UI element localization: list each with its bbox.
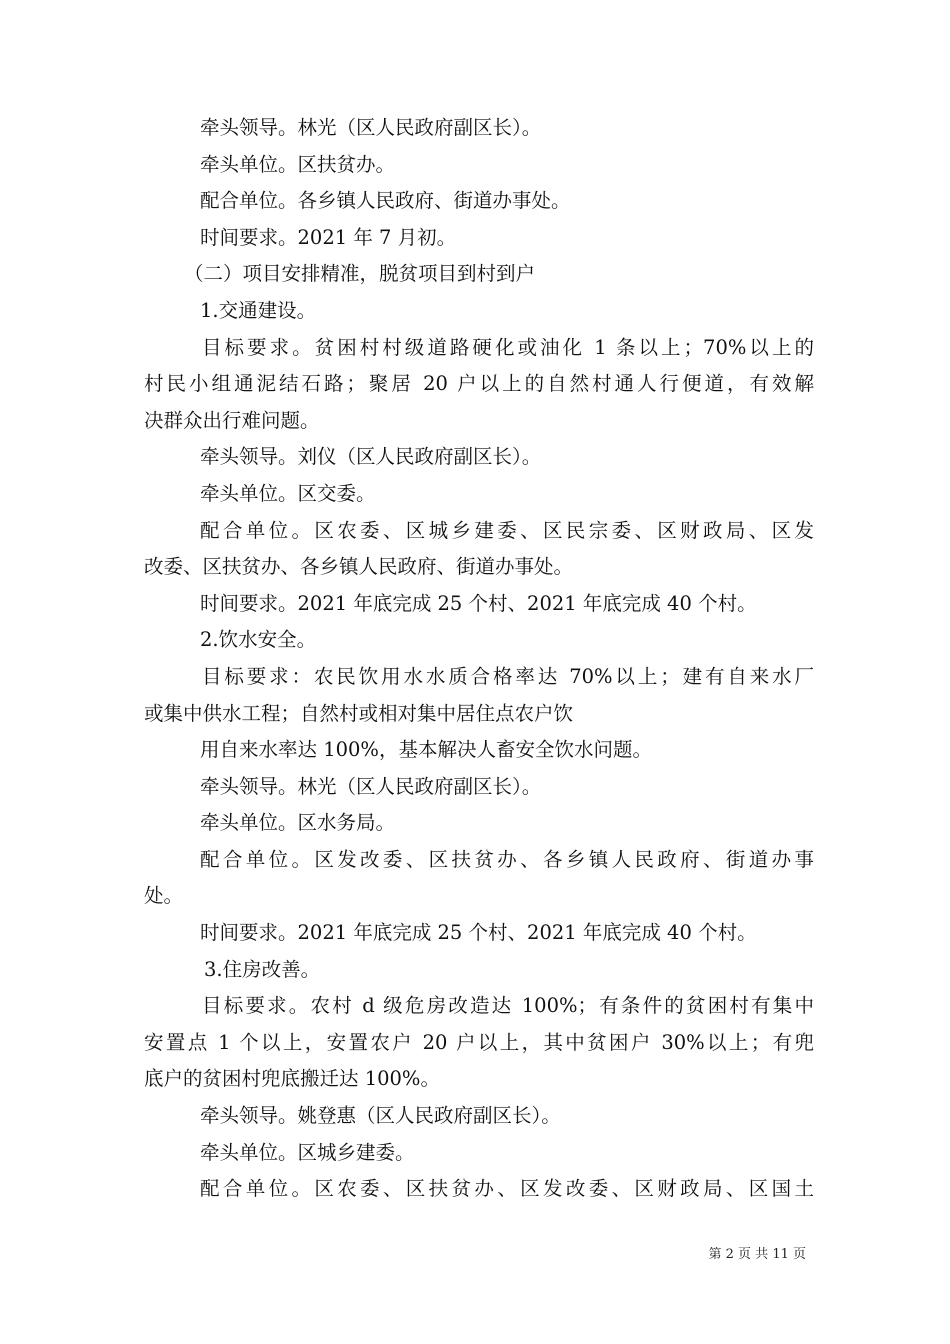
paragraph-line: 目标要求：农民饮用水水质合格率达 70%以上；建有自来水厂 bbox=[202, 664, 814, 688]
subsection-heading: 3.住房改善。 bbox=[204, 957, 321, 981]
document-body bbox=[144, 110, 814, 1208]
paragraph-line: 牵头领导。林光（区人民政府副区长）。 bbox=[200, 116, 542, 139]
paragraph-line: 牵头领导。刘仪（区人民政府副区长）。 bbox=[200, 445, 542, 469]
paragraph-line: 处。 bbox=[144, 884, 184, 908]
paragraph-line: 时间要求。2021 年底完成 25 个村、2021 年底完成 40 个村。 bbox=[200, 921, 757, 945]
paragraph-line: 或集中供水工程；自然村或相对集中居住点农户饮 bbox=[144, 701, 574, 725]
paragraph-line: 配合单位。区农委、区城乡建委、区民宗委、区财政局、区发 bbox=[200, 518, 814, 542]
paragraph-line: 牵头单位。区水务局。 bbox=[200, 811, 396, 835]
paragraph-line: 村民小组通泥结石路；聚居 20 户以上的自然村通人行便道，有效解 bbox=[144, 372, 814, 396]
paragraph-line: 配合单位。区发改委、区扶贫办、各乡镇人民政府、街道办事 bbox=[200, 847, 814, 871]
paragraph-line: 牵头单位。区城乡建委。 bbox=[200, 1140, 415, 1164]
page-number: 第 2 页 共 11 页 bbox=[708, 1247, 806, 1262]
paragraph-line: 配合单位。各乡镇人民政府、街道办事处。 bbox=[200, 189, 571, 213]
paragraph-line: 底户的贫困村兜底搬迁达 100%。 bbox=[144, 1067, 440, 1091]
subsection-heading: 2.饮水安全。 bbox=[200, 628, 317, 652]
paragraph-line: 目标要求。农村 d 级危房改造达 100%；有条件的贫困村有集中 bbox=[202, 994, 814, 1018]
paragraph-line: 牵头单位。区扶贫办。 bbox=[200, 152, 396, 176]
paragraph-line: 时间要求。2021 年 7 月初。 bbox=[200, 225, 457, 249]
section-heading: （二）项目安排精准，脱贫项目到村到户 bbox=[184, 262, 536, 286]
paragraph-line: 目标要求。贫困村村级道路硬化或油化 1 条以上；70%以上的 bbox=[202, 335, 814, 359]
paragraph-line: 决群众出行难问题。 bbox=[144, 408, 320, 432]
subsection-heading: 1.交通建设。 bbox=[200, 298, 317, 322]
paragraph-line: 牵头单位。区交委。 bbox=[200, 481, 376, 505]
paragraph-line: 牵头领导。姚登惠（区人民政府副区长）。 bbox=[200, 1104, 561, 1128]
paragraph-line: 时间要求。2021 年底完成 25 个村、2021 年底完成 40 个村。 bbox=[200, 591, 757, 615]
paragraph-line: 改委、区扶贫办、各乡镇人民政府、街道办事处。 bbox=[144, 555, 574, 579]
paragraph-line: 牵头领导。林光（区人民政府副区长）。 bbox=[200, 774, 542, 798]
paragraph-line: 安置点 1 个以上，安置农户 20 户以上，其中贫困户 30%以上；有兜 bbox=[144, 1030, 814, 1054]
paragraph-line: 配合单位。区农委、区扶贫办、区发改委、区财政局、区国土 bbox=[200, 1177, 814, 1201]
paragraph-line: 用自来水率达 100%，基本解决人畜安全饮水问题。 bbox=[200, 738, 652, 762]
